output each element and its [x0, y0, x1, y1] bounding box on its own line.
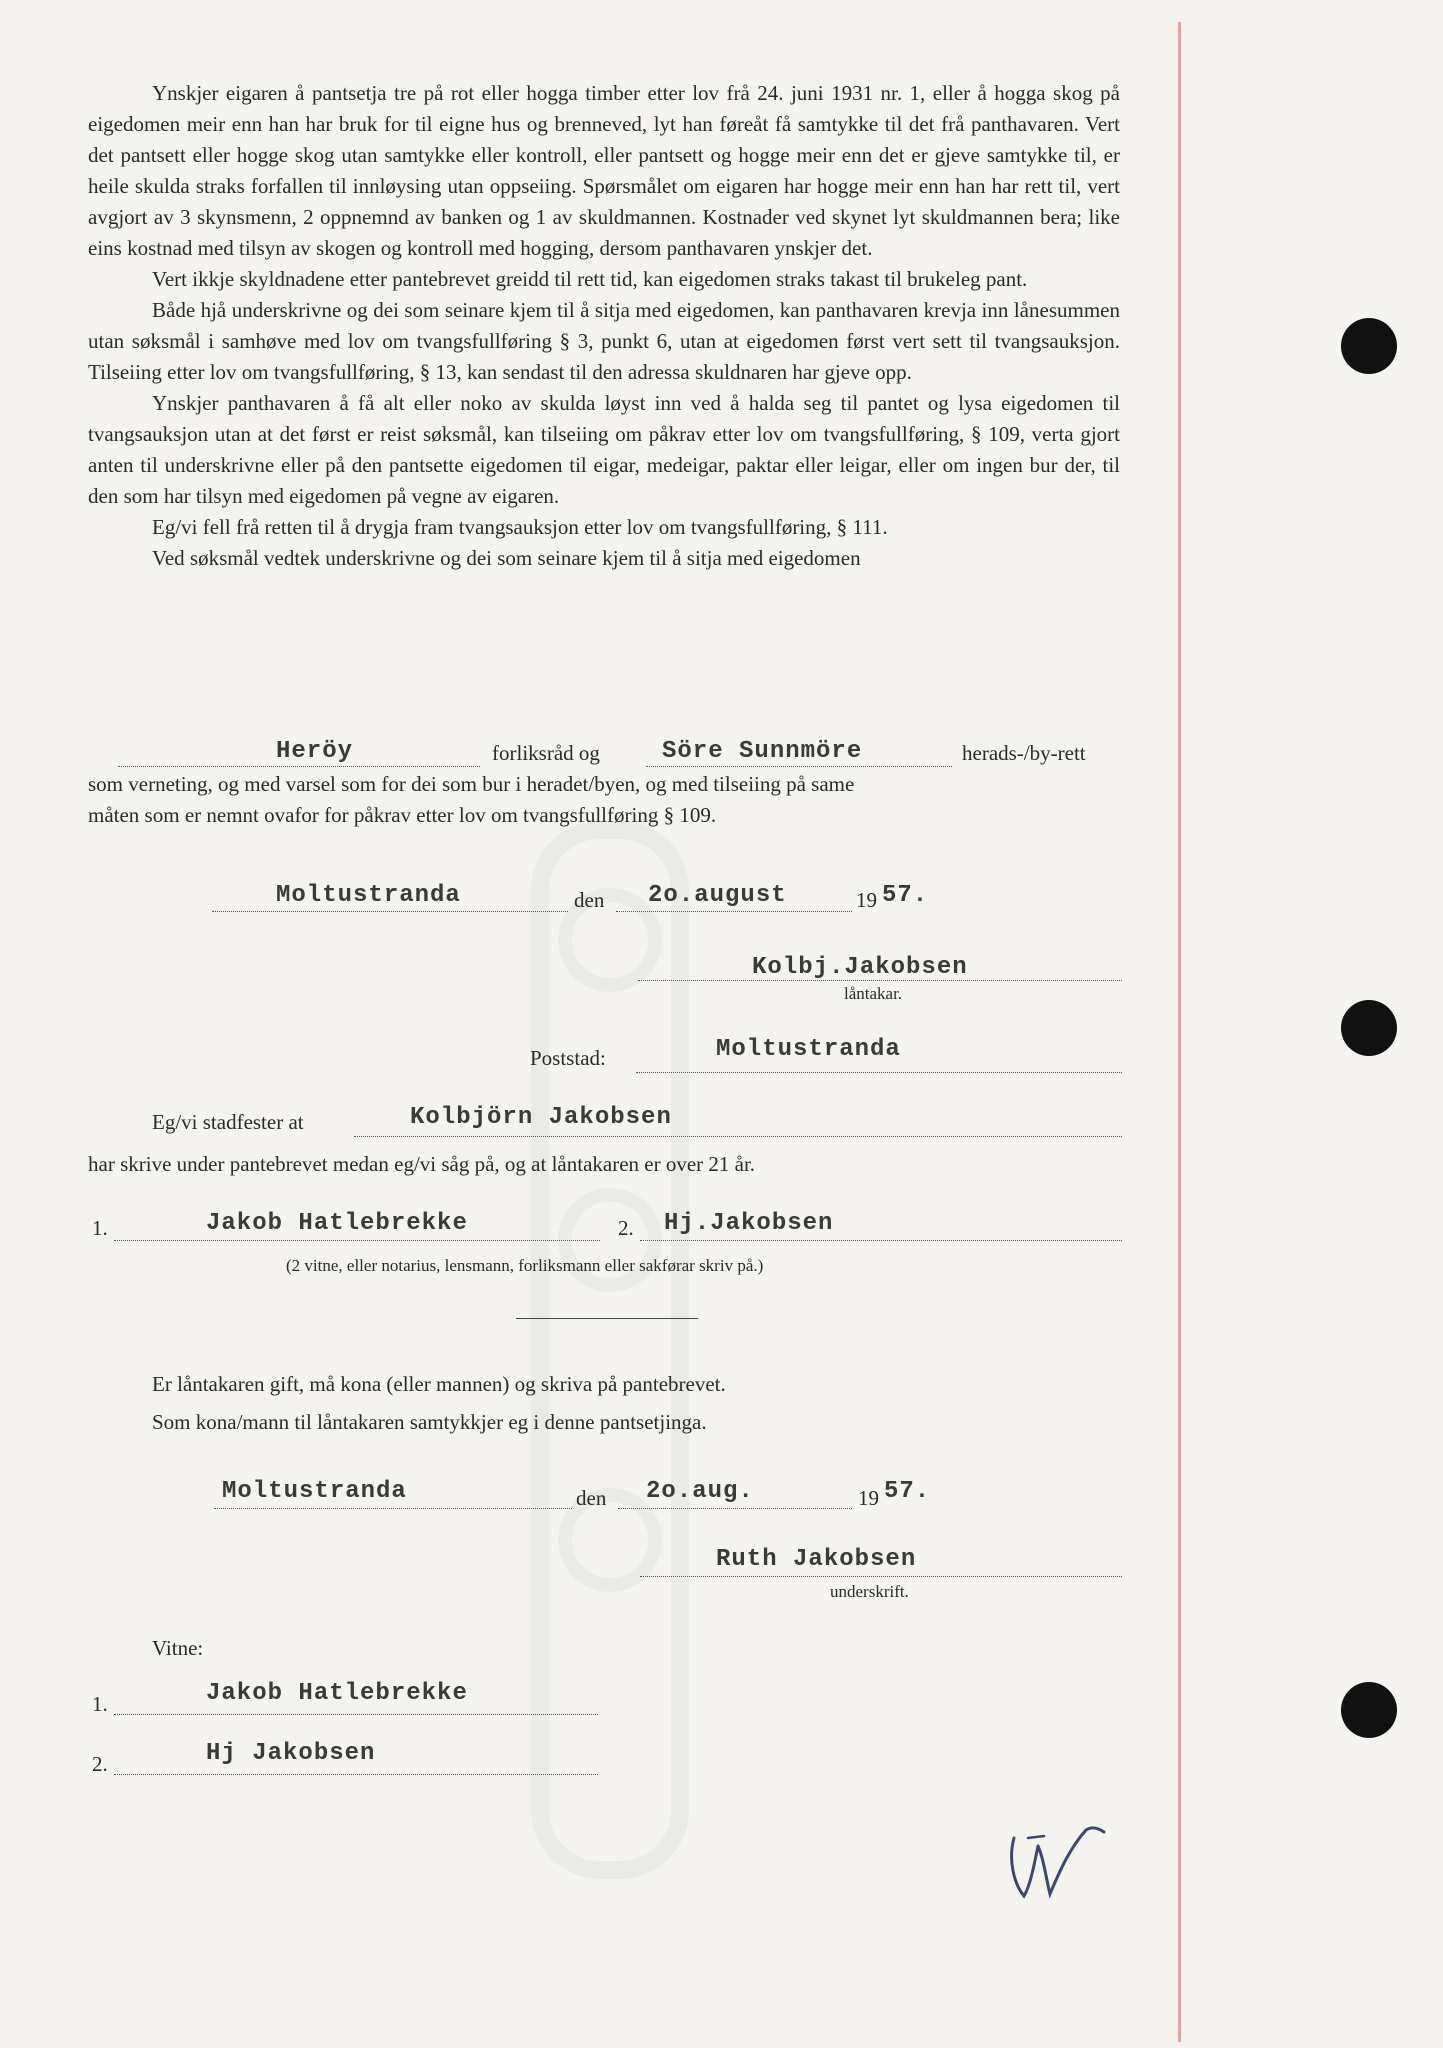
rett-line — [646, 766, 952, 767]
red-margin-line — [1178, 22, 1181, 2042]
rett-value: Söre Sunnmöre — [662, 738, 863, 765]
date-line — [616, 911, 852, 912]
poststad-label: Poststad: — [530, 1046, 606, 1070]
den-label: den — [574, 888, 605, 912]
final-witness1-number: 1. — [92, 1692, 108, 1716]
spouse-place: Moltustranda — [222, 1478, 407, 1505]
final-witness2-number: 2. — [92, 1752, 108, 1776]
spouse-year-suffix: 57. — [884, 1478, 931, 1505]
borrower-signature: Kolbj.Jakobsen — [752, 954, 968, 981]
borrower-date: 2o.august — [648, 882, 787, 909]
watermark-stamp — [520, 820, 700, 1880]
confirmation-name-line — [354, 1136, 1122, 1137]
handwritten-initials — [1000, 1800, 1110, 1910]
spouse-date: 2o.aug. — [646, 1478, 754, 1505]
spouse-signature-line — [640, 1576, 1122, 1577]
borrower-caption: låntakar. — [844, 984, 903, 1003]
forliksrad-value: Heröy — [276, 738, 354, 765]
final-witness1-line — [114, 1714, 598, 1715]
section-divider — [516, 1318, 698, 1319]
punch-hole-middle — [1341, 1000, 1397, 1056]
witness-note: (2 vitne, eller notarius, lensmann, forliksmann eller sakførar skriv på.) — [286, 1256, 764, 1275]
final-witness1-name: Jakob Hatlebrekke — [206, 1680, 468, 1707]
witness2-line — [640, 1240, 1122, 1241]
year-suffix: 57. — [882, 882, 929, 909]
final-witness2-line — [114, 1774, 598, 1775]
forliksrad-line — [118, 766, 480, 767]
paragraph-foreclosure: Ynskjer panthavaren å få alt eller noko av skulda løyst inn ved å halda seg til pantet og lysa eigedomen til tvangsauksjon utan at det først er reist søksmål, kan tilseiing om påkrav etter lov om tvangsfullføring, § 109, verta gjort anten til underskrivne eller på den pantsette eigedomen til eigar, medeigar, paktar eller leigar, eller om ingen bur der, til den som har tilsyn med eigedomen på vegne av eigaren. — [88, 391, 1120, 508]
forliksrad-label: forliksråd og — [492, 741, 600, 765]
borrower-place: Moltustranda — [276, 882, 461, 909]
venue-line-3: måten som er nemnt ovafor for påkrav etter lov om tvangsfullføring § 109. — [88, 803, 717, 827]
poststad-line — [636, 1072, 1122, 1073]
confirmation-sentence: har skrive under pantebrevet medan eg/vi såg på, og at låntakaren er over 21 år. — [88, 1152, 756, 1176]
witness2-name: Hj.Jakobsen — [664, 1210, 834, 1237]
spouse-caption: underskrift. — [830, 1582, 909, 1601]
spouse-den-label: den — [576, 1486, 607, 1510]
poststad-value: Moltustranda — [716, 1036, 901, 1063]
paragraph-collection: Både hjå underskrivne og dei som seinare kjem til å sitja med eigedomen, kan panthavaren krevja inn lånesummen utan søksmål i samhøve med lov om tvangsfullføring § 3, punkt 6, utan at eigedomen først vert sett til tvangsauksjon. Tilseiing etter lov om tvangsfullføring, § 13, kan sendast til den adressa skuldnaren har gjeve opp. — [88, 298, 1120, 384]
confirmation-prefix: Eg/vi stadfester at — [152, 1110, 304, 1134]
spouse-date-line — [618, 1508, 852, 1509]
rett-label: herads-/by-rett — [962, 741, 1086, 765]
spouse-line-2: Som kona/mann til låntakaren samtykkjer eg i denne pantsetjinga. — [152, 1410, 707, 1434]
spouse-place-line — [214, 1508, 572, 1509]
punch-hole-top — [1341, 318, 1397, 374]
spouse-line-1: Er låntakaren gift, må kona (eller mannen) og skriva på pantebrevet. — [152, 1372, 726, 1396]
paragraph-default: Vert ikkje skyldnadene etter pantebrevet greidd til rett tid, kan eigedomen straks takast til brukeleg pant. — [152, 267, 1028, 291]
paragraph-timber: Ynskjer eigaren å pantsetja tre på rot eller hogga timber etter lov frå 24. juni 1931 nr. 1, eller å hogga skog på eigedomen meir enn han har bruk for til eigne hus og brenneved, lyt han føreåt få samtykke til det frå panthavaren. Vert det pantsett eller hogge skog utan samtykke eller kontroll, eller pantsett og hogge meir enn det er gjeve samtykke til, er heile skulda straks forfallen til innløysing utan oppseiing. Spørsmålet om eigaren har hogge meir enn han har rett til, vert avgjort av 3 skynsmenn, 2 oppnemnd av banken og 1 av skuldmannen. Kostnader ved skynet lyt skuldmannen bera; like eins kostnad med tilsyn av skogen og kontroll med hogging, dersom panthavaren ynskjer det. — [88, 81, 1120, 260]
confirmation-name: Kolbjörn Jakobsen — [410, 1104, 672, 1131]
witness2-number: 2. — [618, 1216, 634, 1240]
spouse-signature: Ruth Jakobsen — [716, 1546, 917, 1573]
punch-hole-bottom — [1341, 1682, 1397, 1738]
witness1-name: Jakob Hatlebrekke — [206, 1210, 468, 1237]
year-prefix: 19 — [856, 888, 877, 912]
paragraph-venue: Ved søksmål vedtek underskrivne og dei som seinare kjem til å sitja med eigedomen — [152, 546, 861, 570]
spouse-year-prefix: 19 — [858, 1486, 879, 1510]
terms-text — [88, 78, 1120, 574]
witness1-number: 1. — [92, 1216, 108, 1240]
venue-line-2: som verneting, og med varsel som for dei som bur i heradet/byen, og med tilseiing på same — [88, 772, 855, 796]
witnesses-label: Vitne: — [152, 1636, 204, 1660]
final-witness2-name: Hj Jakobsen — [206, 1740, 376, 1767]
witness1-line — [114, 1240, 600, 1241]
place-line — [212, 911, 568, 912]
paragraph-waiver: Eg/vi fell frå retten til å drygja fram tvangsauksjon etter lov om tvangsfullføring, § 111. — [152, 515, 888, 539]
